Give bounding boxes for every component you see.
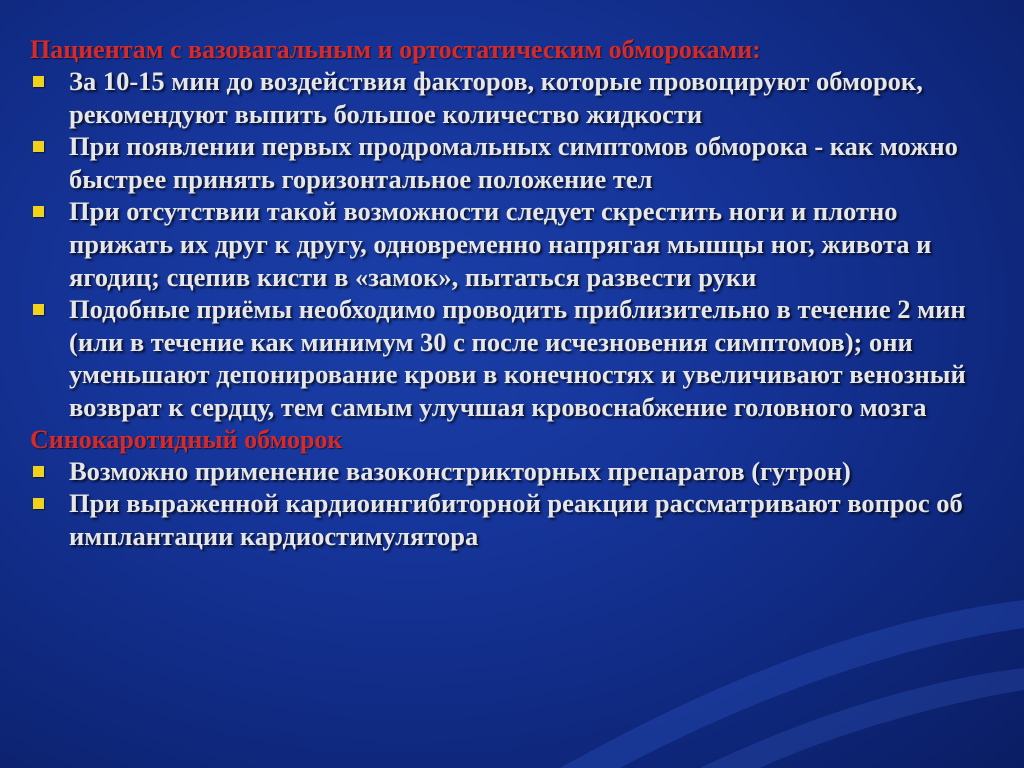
bullet-text: Возможно применение вазоконстрикторных препаратов (гутрон) xyxy=(69,455,851,486)
slide-content xyxy=(30,34,1000,552)
square-bullet-icon xyxy=(33,76,44,87)
bullet-item xyxy=(30,293,1000,423)
bullet-list-carotid-sinus xyxy=(30,455,1000,553)
square-bullet-icon xyxy=(33,206,44,217)
bullet-text: За 10-15 мин до воздействия факторов, которые провоцируют обморок, рекомендуют выпить большое количество жидкости xyxy=(69,66,923,129)
bullet-item xyxy=(30,487,1000,552)
section-title-carotid-sinus: Синокаротидный обморок xyxy=(30,424,343,454)
bullet-list-vasovagal xyxy=(30,65,1000,424)
square-bullet-icon xyxy=(33,141,44,152)
bullet-text: Подобные приёмы необходимо проводить приблизительно в течение 2 мин (или в течение как минимум 30 с после исчезновения симптомов); они уменьшают депонирование крови в конечностях и увеличивают венозный возврат к сердцу, тем самым улучшая кровоснабжение головного мозга xyxy=(69,294,966,422)
bullet-item xyxy=(30,195,1000,293)
bullet-item xyxy=(30,65,1000,130)
bullet-text: При выраженной кардиоингибиторной реакции рассматривают вопрос об имплантации кардиостимулятора xyxy=(69,488,963,551)
bullet-text: При появлении первых продромальных симптомов обморока - как можно быстрее принять горизонтальное положение тел xyxy=(69,131,958,194)
square-bullet-icon xyxy=(33,498,44,509)
square-bullet-icon xyxy=(33,466,44,477)
bullet-text: При отсутствии такой возможности следует скрестить ноги и плотно прижать их друг к другу, одновременно напрягая мышцы ног, живота и ягодиц; сцепив кисти в «замок», пытаться развести руки xyxy=(69,196,932,292)
section-title-vasovagal: Пациентам с вазовагальным и ортостатическим обмороками: xyxy=(30,35,761,64)
bullet-item xyxy=(30,130,1000,195)
bullet-item xyxy=(30,455,1000,488)
square-bullet-icon xyxy=(33,304,44,315)
